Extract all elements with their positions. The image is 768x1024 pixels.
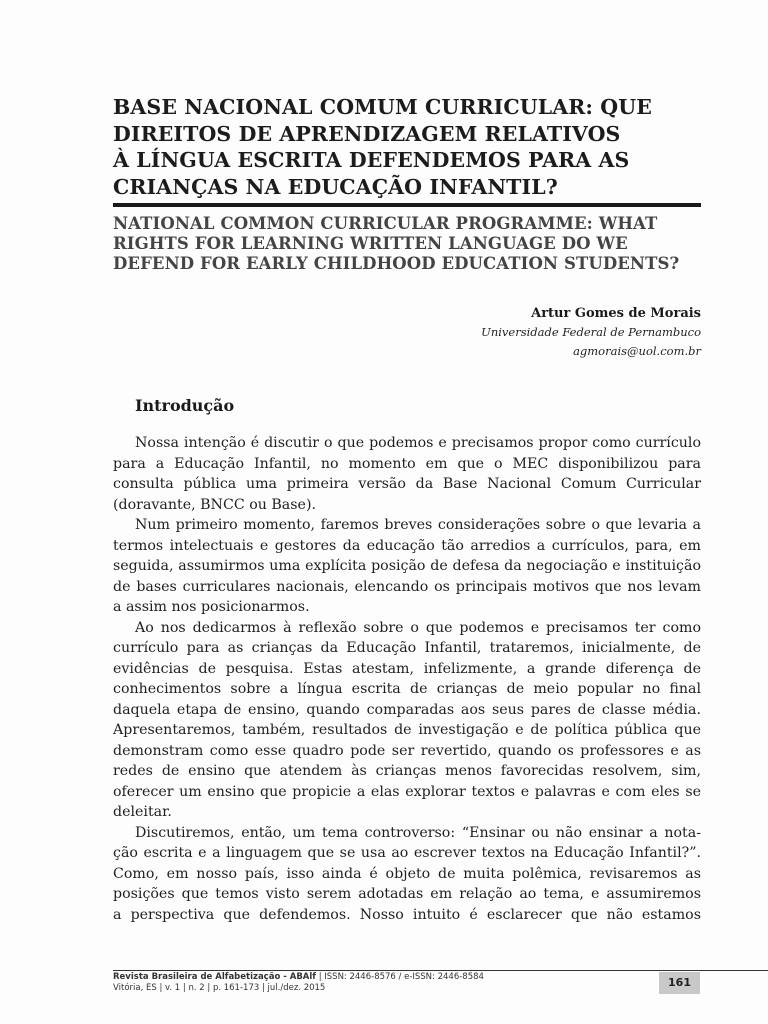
author-affiliation: Universidade Federal de Pernambuco xyxy=(481,325,701,339)
subtitle-line: RIGHTS FOR LEARNING WRITTEN LANGUAGE DO WE xyxy=(113,234,628,253)
text-line: seguida, assumirmos uma explícita posição de defesa da negociação e instituição xyxy=(113,558,701,574)
text-line: Nossa intenção é discutir o que podemos e precisamos propor como currículo xyxy=(135,435,701,451)
paragraph xyxy=(113,823,701,926)
text-line: posições que temos visto serem adotadas em relação ao tema, e assumiremos xyxy=(113,886,701,902)
author-name: Artur Gomes de Morais xyxy=(531,306,701,321)
text-line: (doravante, BNCC ou Base). xyxy=(113,496,316,513)
article-title xyxy=(113,94,703,200)
text-line: Discutiremos, então, um tema controverso: “Ensinar ou não ensinar a nota- xyxy=(135,824,701,841)
subtitle-line: DEFEND FOR EARLY CHILDHOOD EDUCATION STUDENTS? xyxy=(113,254,680,273)
title-line: BASE NACIONAL COMUM CURRICULAR: QUE xyxy=(113,95,652,119)
author-block xyxy=(481,304,701,361)
text-line: termos intelectuais e gestores da educação tão arredios a currículos, para, em xyxy=(113,537,701,554)
journal-name: Revista Brasileira de Alfabetização - ABAlf xyxy=(113,972,316,982)
text-line: a perspectiva que defendemos. Nosso intuito é esclarecer que não estamos xyxy=(113,906,701,923)
paragraph xyxy=(113,515,701,618)
text-line: Num primeiro momento, faremos breves considerações sobre o que levaria a xyxy=(135,517,701,533)
footer-line xyxy=(113,972,484,983)
text-line: oferecer um ensino que propicie a elas explorar textos e palavras e com eles se xyxy=(113,783,701,800)
text-line: Ao nos dedicarmos à reflexão sobre o que podemos e precisamos ter como xyxy=(135,619,701,636)
body-text xyxy=(113,433,701,925)
title-divider xyxy=(113,203,701,207)
footer-location: Vitória, ES | v. 1 | n. 2 | p. 161-173 | jul./dez. 2015 xyxy=(113,983,326,993)
text-line: redes de ensino que atendem às crianças menos favorecidas resolvem, sim, xyxy=(113,763,701,779)
text-line: para a Educação Infantil, no momento em que o MEC disponibilizou para xyxy=(113,455,701,472)
text-line: demonstram como esse quadro pode ser revertido, quando os professores e as xyxy=(113,742,701,759)
title-line: À LÍNGUA ESCRITA DEFENDEMOS PARA AS xyxy=(113,148,630,172)
journal-issn: | ISSN: 2446-8576 / e-ISSN: 2446-8584 xyxy=(316,972,484,982)
text-line: daquela etapa de ensino, quando comparadas aos seus pares de classe média. xyxy=(113,701,701,718)
subtitle-line: NATIONAL COMMON CURRICULAR PROGRAMME: WHAT xyxy=(113,214,658,233)
footer-divider xyxy=(113,970,768,971)
text-line: a assim nos posicionarmos. xyxy=(113,599,310,615)
paragraph xyxy=(113,433,701,515)
text-line: deleitar. xyxy=(113,804,172,820)
paragraph xyxy=(113,618,701,823)
text-line: consulta pública uma primeira versão da Base Nacional Comum Curricular xyxy=(113,476,701,492)
section-heading: Introdução xyxy=(135,396,235,415)
text-line: Apresentaremos, também, resultados de investigação e de política pública que xyxy=(113,722,701,738)
title-line: CRIANÇAS NA EDUCAÇÃO INFANTIL? xyxy=(113,174,558,199)
page-number: 161 xyxy=(659,972,700,994)
text-line: conhecimentos sobre a língua escrita de crianças de meio popular no final xyxy=(113,681,701,697)
text-line: ção escrita e a linguagem que se usa ao escrever textos na Educação Infantil?”. xyxy=(113,845,701,861)
text-line: de bases curriculares nacionais, elencando os principais motivos que nos levam xyxy=(113,578,701,595)
author-email[interactable]: agmorais@uol.com.br xyxy=(573,344,701,358)
text-line: currículo para as crianças da Educação Infantil, trataremos, inicialmente, de xyxy=(113,640,701,656)
text-line: evidências de pesquisa. Estas atestam, infelizmente, a grande diferença de xyxy=(113,660,701,677)
text-line: Como, em nosso país, isso ainda é objeto de muita polêmica, revisaremos as xyxy=(113,865,701,882)
page-footer xyxy=(113,972,484,994)
title-line: DIREITOS DE APRENDIZAGEM RELATIVOS xyxy=(113,121,621,146)
english-title xyxy=(113,214,713,274)
